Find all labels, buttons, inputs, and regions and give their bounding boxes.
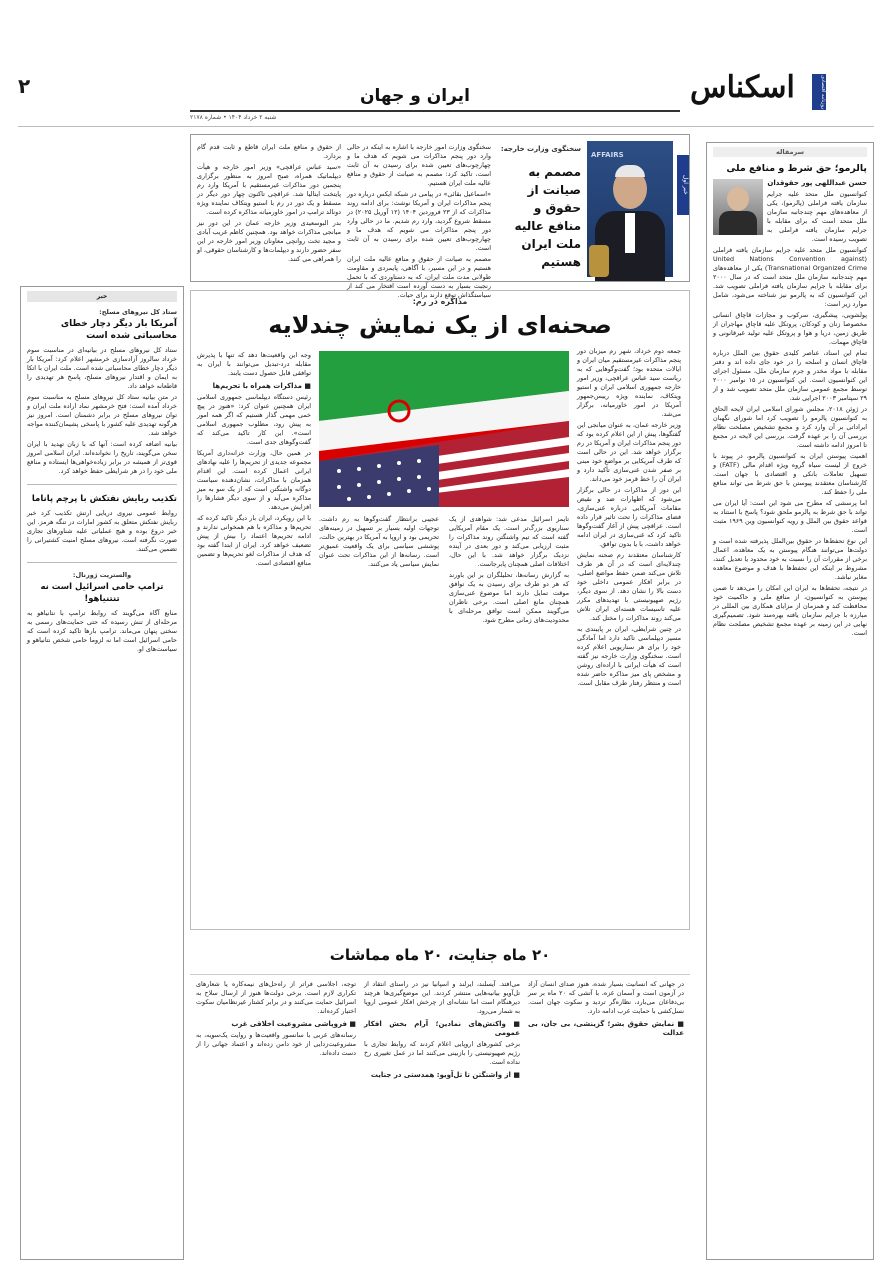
subheading: ■ نمایش حقوق بشر؛ گزینشی، بی جان، بی عدالت: [528, 1020, 684, 1037]
spokesman-photo: [587, 141, 673, 277]
paragraph: مصمم به صیانت از حقوق و منافع عالیه ملت ایران هستیم و در این مسیر، با آگاهی، پایمردی و مقاومت طولانی مدت ملت ایران، که به دستاوردی که با تحمل رنجبت بسیار به دست آورده است افتخار می کند از سیاستگذاش توقع دارند برای حیات.: [347, 255, 491, 299]
brief-divider: [27, 484, 177, 485]
dateline: شنبه ۲ خرداد ۱۴۰۴ • شماره ۲۱۷۸: [190, 114, 277, 121]
brief-kicker: والستریت ژورنال:: [72, 571, 132, 579]
paragraph: رسانه‌های غربی با سانسور واقعیت‌ها و روایت یک‌سویه، به مشروعیت‌زدایی از خود دامن زده‌اند و اعتماد جهانی را از دست داده‌اند.: [196, 1031, 356, 1057]
brief-headline: تکذیب ربایش نفتکش با پرچم پاناما: [31, 494, 177, 504]
paragraph: این نوع تحفظ‌ها در حقوق بین‌الملل پذیرفته شده است و دولت‌ها می‌توانند هنگام پیوستن به یک معاهده، اعمال برخی از مقررات آن را نسبت به خود محدود یا تعدیل کنند، مشروط بر اینکه این تحفظ‌ها با هدف و موضوع معاهده مغایر نباشد.: [713, 537, 867, 581]
iran-us-flags-photo: [319, 351, 569, 507]
main-story-col-a: [577, 347, 681, 925]
top-story-col2: [197, 143, 341, 277]
news-briefs-column: [20, 286, 184, 1260]
main-story-kicker: مذاکره در رم:: [412, 297, 468, 306]
paragraph: منابع آگاه می‌گویند که روابط ترامپ با نتانیاهو به مرحله‌ای از تنش رسیده که حتی حمایت‌های رسمی به سختی پنهان می‌ماند. ترامپ بارها تاکید کرده است که حامی اسرائیل است اما نه لزوما حامی شخص نتانیاهو و سیاست‌های او.: [27, 609, 177, 653]
paragraph: وزیر خارجه عمان، به عنوان میانجی این گفتگوها، پیش از این اعلام کرده بود که دور پنجم مذاکرات ایران و آمریکا در رم برگزار خواهد شد. این در حالی است که طرف آمریکایی بر مواضع خود مبنی بر صفر شدن غنی‌سازی تأکید دارد و ایران آن را خط قرمز خود می‌داند.: [577, 421, 681, 483]
header-divider: [18, 126, 874, 127]
paragraph: برخی کشورهای اروپایی اعلام کردند که روابط تجاری با رژیم صهیونیستی را بازبینی می‌کنند اما در عمل تغییری رخ نداده است.: [364, 1040, 520, 1066]
section-title: ایران و جهان: [360, 86, 470, 106]
paragraph: این دور از مذاکرات در حالی برگزار می‌شود که اظهارات ضد و نقیض مقامات آمریکایی درباره غنی‌سازی، فضای مذاکرات را تحت تاثیر قرار داده است. عراقچی پیش از آغاز گفت‌وگوها تاکید کرد که غنی‌سازی در ایران ادامه خواهد داشت، با یا بدون توافق.: [577, 486, 681, 548]
brief-kicker: ستاد کل نیروهای مسلح:: [99, 308, 177, 316]
paragraph: توجه، اجلاسی فراتر از راه‌حل‌های نیمه‌کاره یا شعارهای تکراری لازم است. برخی دولت‌ها هنوز از ارسال سلاح به اسرائیل حمایت می‌کنند و در برابر کشتار غیرنظامیان سکوت اختیار کرده‌اند.: [196, 980, 356, 1015]
newspaper-logo: [690, 70, 826, 114]
brief-headline: آمریکا بار دیگر دچار خطای محاسباتی شده است: [60, 319, 177, 341]
paragraph: «اسماعیل بقائی» در پیامی در شبکه ایکس درباره دور پنجم مذاکرات ایران و آمریکا نوشت: برای ادامه روند مذاکرات که از ۲۳ فروردین ۱۴۰۴ (۱۲ آوریل ۲۰۲۵) در مسقط شروع گردید، وارد رم شدیم. ما در حالی وارد دور پنجم مذاکرات می شویم که هدف ما و چهارچوب‌های تعیین شده برای رسیدن به آن ثابت است.: [347, 190, 491, 252]
photo-backdrop-text: AFFAIRS: [591, 151, 624, 159]
paragraph: تمام این اسناد، عناصر کلیدی حقوق بین الملل درباره قاچاق انسان و اسلحه را در خود جای داده اند و دفتر مقابله با مواد مخدر و جرم سازمان ملل، مسئول اجرای این کنوانسیون است. این کنوانسیون در ۱۵ نوامبر ۲۰۰۰ توسط مجمع عمومی سازمان ملل متحد تصویب شد و از ۲۹ سپتامبر ۲۰۰۳ اجرایی شد.: [713, 349, 868, 402]
bottom-story-col3: [196, 980, 356, 1254]
paragraph: بدر البوسعیدی وزیر خارجه عمان در این دور نیز میانجی مذاکرات خواهد بود. همچنین کاظم غریب آبادی و مجید تخت روانچی معاونان وزیر امور خارجه در این سفر حضور دارند و دیپلمات‌ها و کارشناسان حقوقی، او را همراهی می کنند.: [197, 219, 341, 263]
main-story-col-c: [197, 351, 311, 925]
top-story-kicker: سخنگوی وزارت خارجه:: [500, 145, 581, 153]
bottom-story: [190, 936, 690, 1260]
paragraph: با این رویکرد، ایران بار دیگر تاکید کرده که تحریم‌ها و مذاکره با هم همخوانی ندارند و ادامه تحریم‌ها اعتماد را بیش از پیش تضعیف خواهد کرد. ایران از ابتدا گفته بود که هدف از مذاکرات لغو تحریم‌ها و تضمین منافع اقتصادی است.: [197, 514, 311, 567]
subheading: ■ مذاکرات همراه با تحریم‌ها: [212, 382, 311, 390]
editorial-body: [713, 246, 867, 638]
paragraph: اما پرسشی که مطرح می شود این است: آیا ایران می تواند با حق شرط به پالرمو ملحق شود؟ پاسخ با استناد به قواعد حقوق بین الملل و رویه کنوانسیون وین ۱۹۶۹ مثبت است.: [713, 499, 867, 534]
paragraph: سخنگوی وزارت امور خارجه با اشاره به اینکه در حالی وارد دور پنجم مذاکرات می شویم که هدف ما و چهارچوب‌های تعیین شده برای رسیدن به آن ثابت است، تاکید کرد: مصمم به صیانت از حقوق و منافع عالیه ملت ایران هستیم.: [347, 143, 491, 187]
paragraph: پولشویی، پیشگیری، سرکوب و مجازات قاچاق انسانی مخصوصا زنان و کودکان، پروتکل علیه قاچاق مهاجران از طریق زمین، دریا و هوا و پروتکل علیه تولید غیرقانونی و قاچاق مهمات.: [713, 311, 867, 346]
paragraph: وجه این واقعیت‌ها دهد که تنها با پذیرش مقابله درد-تبدیل می‌توانند با ایران به توافقی قابل حصول دست یابند.: [197, 351, 311, 377]
paragraph: در متن بیانیه ستاد کل نیروهای مسلح به مناسبت سوم خرداد آمده است: فتح خرمشهر نماد اراده ملت ایران و توان نیروهای مسلح در برابر دشمنان است. امروز نیز هرگونه تهدیدی علیه کشور با پاسخی پشیمان‌کننده مواجه خواهد شد.: [27, 393, 177, 437]
bottom-divider: [190, 974, 690, 975]
paragraph: کنوانسیون ملل متحد علیه جرایم سازمان یافته فراملی (United Nations Convention against Transnational Organized Crime) یکی از معاهده‌های مهم چندجانبه سازمان ملل متحد است که در سال ۲۰۰۰ برای مقابله با جرایم سازمان یافته فراملی تصویب شد. این کنوانسیون که به پالرمو نیز شناخته می‌شود، شامل موارد زیر است:: [713, 246, 867, 308]
paragraph: ستاد کل نیروهای مسلح در بیانیه‌ای در مناسبت سوم خرداد سالروز آزادسازی خرمشهر اعلام کرد: آمریکا بار دیگر دچار خطای محاسباتی شده است. ملت ایران با اتکا به ایمان و اقتدار نیروهای مسلح، پاسخ هر تهدیدی را قاطعانه خواهد داد.: [27, 346, 177, 390]
paragraph: اهمیت پیوستن ایران به کنوانسیون پالرمو، در پیوند با خروج از لیست سیاه گروه ویژه اقدام مالی (FATF) و تسهیل تعاملات بانکی و اقتصادی با جهان است. کارشناسان معتقدند پیوستن با حق شرط می تواند منافع ملی را حفظ کند.: [713, 452, 867, 496]
paragraph: در جهانی که انسانیت بسیار شده، هنوز صدای انسان آزاد در آزمون است و آسمان غزه، با آتشی که ۲۰ ماه بر سر بی‌دفاعان می‌بارد، نظاره‌گر تردید و سکوت جهان است. نسل‌کشی با حمایت غرب ادامه دارد.: [528, 980, 684, 1015]
paragraph: تایمز اسرائیل مدعی شد: شواهدی از یک سناریوی بزرگ‌تر است. یک مقام آمریکایی گفته است که تیم واشنگتن روند مذاکرات را مثبت ارزیابی می‌کند و دور بعدی در آینده نزدیک برگزار خواهد شد. با این حال، اختلافات اصلی همچنان پابرجاست.: [449, 515, 569, 568]
top-story-label: خبر اول: [677, 155, 689, 215]
logo-wordmark: اسکناس: [690, 70, 795, 105]
subheading: ■ فروپاشی مشروعیت اخلاقی غرب: [231, 1020, 356, 1028]
paragraph: می‌افتد. آیسلند، ایرلند و اسپانیا نیز در راستای انتقاد از تل‌آویو بیانیه‌هایی منتشر کردند. این موضع‌گیری‌ها هرچند دیرهنگام است اما نشانه‌ای از چرخش افکار عمومی اروپا به شمار می‌رود.: [364, 980, 520, 1015]
paragraph: در همین حال، وزارت خزانه‌داری آمریکا مجموعه جدیدی از تحریم‌ها را علیه نهادهای ایرانی اعمال کرده است. این اقدام همزمان با مذاکرات، نشان‌دهنده سیاست دوگانه واشنگتن است که از یک سو به میز مذاکره می‌آید و از سوی دیگر فشارها را افزایش می‌دهد.: [197, 449, 311, 511]
paragraph: رئیس دستگاه دیپلماسی جمهوری اسلامی ایران همچنین عنوان کرد: «هنوز در پیچ خمی مهمی گذار هستیم که اگر همه امور به پیش رود، مطلوب جمهوری اسلامی است». این کار تاکید می‌کند که گفت‌وگوهای جدی است.: [197, 393, 311, 446]
author-name: حسن عبداللهی پور حقوقدان: [767, 179, 867, 187]
top-story-headline-block: [497, 145, 581, 271]
top-story-headline: مصمم به صیانت از حقوق و منافع عالیه ملت ایران هستیم: [514, 165, 581, 269]
editorial-lead: کنوانسیون ملل متحد علیه جرایم سازمان یافته فراملی (پالرمو)، یکی از معاهده‌های مهم چندجانبه سازمان ملل متحد است که برای مقابله با جرایم سازمان یافته فراملی به تصویب رسیده است.: [767, 190, 867, 243]
author-info: [767, 179, 867, 244]
brief-body: [27, 509, 177, 554]
paragraph: «سید عباس عراقچی» وزیر امور خارجه و هیأت دیپلماتیک همراه، صبح امروز به منظور برگزاری پنجمین دور مذاکرات غیرمستقیم با آمریکا وارد رم پایتخت ایتالیا شد. عراقچی تاکنون چهار دور دیگر در مسقط و یک دور در رم با استیو ویتکاف نماینده ویژه دونالد ترامپ در امور خاورمیانه مذاکره کرده است.: [197, 163, 341, 216]
bottom-story-col1: [528, 980, 684, 1254]
bottom-story-headline: ۲۰ ماه جنایت، ۲۰ ماه مماشات: [329, 946, 551, 964]
brief-divider: [27, 562, 177, 563]
subheading: ■ واکنش‌های نمادین؛ آرام بخش افکار عمومی: [364, 1020, 520, 1037]
logo-tagline: روزنامه اقتصادی: [812, 74, 826, 110]
brief-body: [27, 346, 177, 476]
editorial-column: [706, 142, 874, 1260]
main-story-col-b2: [319, 515, 439, 925]
bottom-story-col2: [364, 980, 520, 1254]
flags-illustration: [319, 351, 569, 507]
paragraph: در چنین شرایطی، ایران بر پایبندی به مسیر دیپلماسی تاکید دارد اما آمادگی خود را برای هر سناریویی اعلام کرده است. سخنگوی وزارت خارجه نیز گفته است که هیأت ایرانی با اراده‌ای روشن و مشخص پای میز مذاکره حاضر شده است و منتظر رفتار طرف مقابل است.: [577, 625, 681, 687]
paragraph: جمعه دوم خرداد، شهر رم میزبان دور پنجم مذاکرات غیرمستقیم میان ایران و ایالات متحده بود؛ گفت‌وگوهایی که به ریاست سید عباس عراقچی، وزیر امور خارجه جمهوری اسلامی ایران و استیو ویتکاف، نماینده ویژه رییس‌جمهور آمریکا در امور خاورمیانه، برگزار می‌شد.: [577, 347, 681, 418]
author-photo: [713, 179, 763, 235]
subheading: ■ از واشنگتن تا تل‌آویو: همدستی در جنایت: [370, 1071, 520, 1079]
header-rule: [190, 110, 680, 112]
paragraph: عجیبی برانتظار گفت‌وگوها به رم داشت. توجهات اولیه بسیار بر تسهیل در زمینه‌های تحریمی بود و اروپا به آمریکا در بهترین حالت، پوششی سیاسی برای یک واقعیت عمیق‌تر است. رسانه‌ها از این مذاکرات تحت عنوان نمایش سیاسی یاد می‌کنند.: [319, 515, 439, 568]
paragraph: بیانیه اضافه کرده است: آنها که با زبان تهدید با ایران سخن می‌گویند، تاریخ را نخوانده‌اند. ایران اسلامی امروز قوی‌تر از همیشه در برابر زیاده‌خواهی‌ها ایستاده و منافع ملی خود را در هر شرایطی حفظ خواهد کرد.: [27, 440, 177, 475]
paragraph: در نتیجه، تحفظ‌ها به ایران این امکان را می‌دهد تا ضمن پیوستن به کنوانسیون، از منافع ملی و حاکمیت خود محافظت کند و همزمان از مزایای همکاری بین المللی در مبارزه با جرایم سازمان یافته بهره‌مند شود. تصمیم‌گیری نهایی در این زمینه بر عهده مجمع تشخیص مصلحت نظام است.: [713, 584, 867, 637]
paragraph: به گزارش رسانه‌ها، تحلیلگران بر این باورند که هر دو طرف برای رسیدن به یک توافق موقت تمایل دارند اما موضوع غنی‌سازی همچنان مانع اصلی است. برخی ناظران می‌گویند ممکن است توافق مرحله‌ای با محدودیت‌های زمانی مطرح شود.: [449, 571, 569, 624]
page-number: ۲: [18, 74, 31, 98]
paragraph: کارشناسان معتقدند رم صحنه نمایش چندلایه‌ای است که در آن هر طرف تلاش می‌کند ضمن حفظ مواضع اصلی، در برابر افکار عمومی داخلی خود دست بالا را نشان دهد. از سوی دیگر، رژیم صهیونیستی با تهدیدهای مکرر علیه تاسیسات هسته‌ای ایران تلاش می‌کند روند مذاکرات را مختل کند.: [577, 551, 681, 622]
main-story-col-b1: [449, 515, 569, 925]
brief-body: [27, 609, 177, 654]
brief-headline: ترامپ حامی اسرائیل است نه تنتنیاهو!: [40, 582, 164, 604]
main-story: [190, 290, 690, 930]
main-story-headline: صحنه‌ای از یک نمایش چندلایه: [268, 311, 612, 339]
top-story: [190, 134, 690, 299]
editorial-title: پالرمو؛ حق شرط و منافع ملی: [726, 163, 867, 174]
editorial-kicker: سرمقاله: [713, 147, 867, 157]
paragraph: از حقوق و منافع ملت ایران قاطع و ثابت قدم گام بردارد.: [197, 143, 341, 160]
paragraph: در ژوئن ۲۰۱۸، مجلس شورای اسلامی ایران لایحه الحاق به کنوانسیون پالرمو را تصویب کرد اما شورای نگهبان ایراداتی بر آن وارد کرد و مجمع تشخیص مصلحت نظام بررسی آن را بر عهده گرفت. بررسی این لایحه در مجمع تا امروز ادامه داشته است.: [713, 405, 868, 449]
paragraph: روابط عمومی نیروی دریایی ارتش تکذیب کرد خبر ربایش نفتکش متعلق به کشور امارات در تنگه هرمز. این خبر دروغ بوده و هیچ عملیاتی علیه شناورهای تجاری صورت نگرفته است. نیروهای مسلح امنیت کشتیرانی را تضمین می‌کنند.: [27, 509, 177, 553]
briefs-label: خبر: [27, 291, 177, 302]
top-story-col1: [347, 143, 491, 299]
